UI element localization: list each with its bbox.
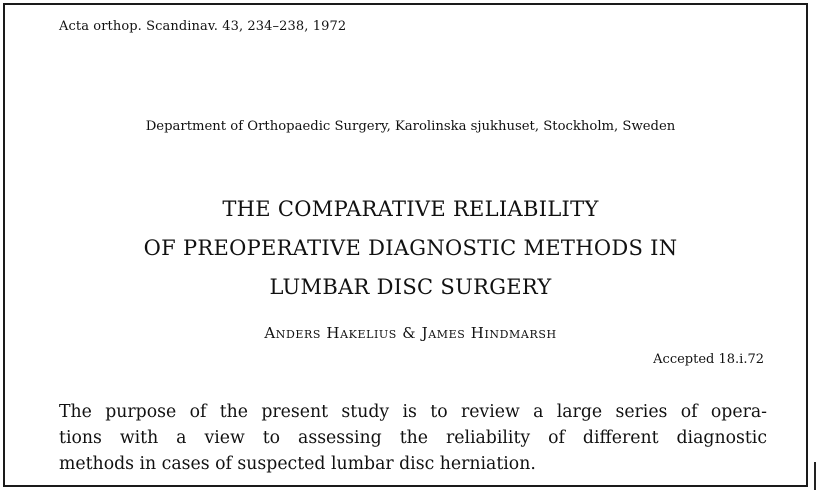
scan-edge-mark xyxy=(814,462,816,490)
department-affiliation: Department of Orthopaedic Surgery, Karolinska sjukhuset, Stockholm, Sweden xyxy=(145,119,676,134)
abstract-line: The purpose of the present study is to review a large series of opera- xyxy=(59,402,767,422)
abstract-line: tions with a view to assessing the reliability of different diagnostic xyxy=(59,428,767,448)
title-line: THE COMPARATIVE RELIABILITY xyxy=(222,197,599,221)
author-list: Anders Hakelius & James Hindmarsh xyxy=(264,324,557,342)
journal-citation: Acta orthop. Scandinav. 43, 234–238, 1972 xyxy=(59,19,347,34)
title-line: OF PREOPERATIVE DIAGNOSTIC METHODS IN xyxy=(143,236,678,260)
accepted-date: Accepted 18.i.72 xyxy=(653,352,764,367)
title-line: LUMBAR DISC SURGERY xyxy=(269,275,552,299)
abstract-paragraph xyxy=(59,399,767,477)
abstract-line: methods in cases of suspected lumbar disc herniation. xyxy=(59,454,536,474)
paper-title xyxy=(0,190,821,307)
